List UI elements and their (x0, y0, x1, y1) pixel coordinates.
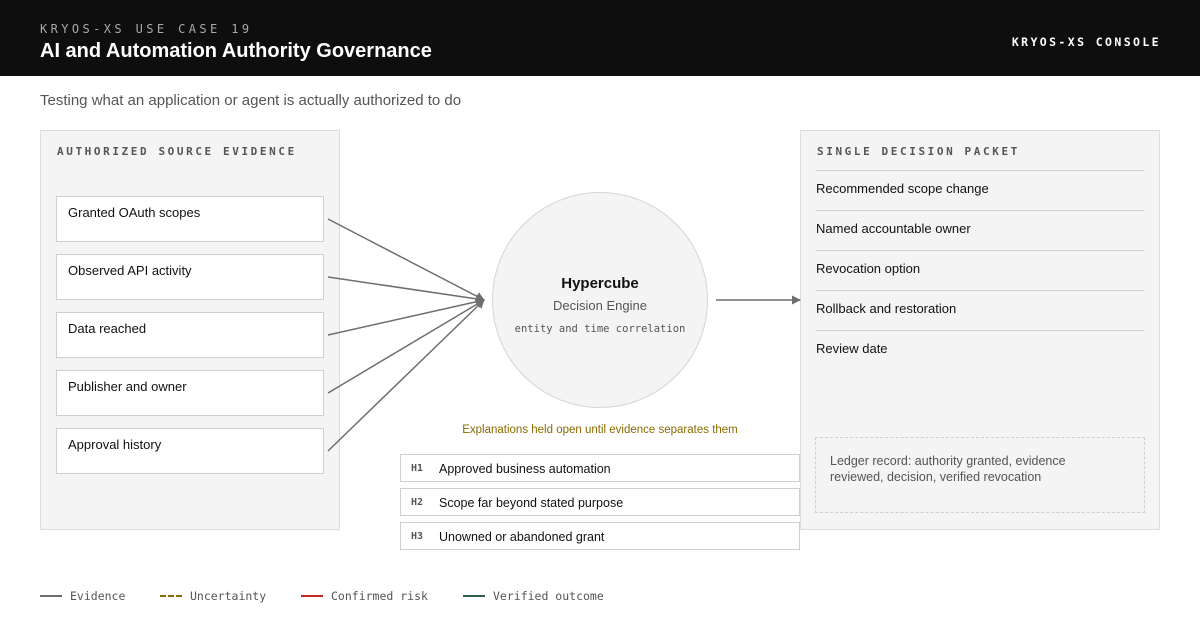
packet-item-revocation-option: Revocation option (816, 250, 1144, 290)
hypothesis-text: Approved business automation (439, 462, 611, 476)
packet-item-scope-change: Recommended scope change (816, 170, 1144, 210)
legend-label-uncertainty: Uncertainty (190, 589, 267, 603)
hypothesis-id: H3 (411, 531, 424, 542)
page-title: AI and Automation Authority Governance (40, 40, 432, 62)
packet-item-review-date: Review date (816, 330, 1144, 370)
engine-subtitle: Decision Engine (553, 298, 647, 313)
hypothesis-text: Scope far beyond stated purpose (439, 496, 624, 510)
hypothesis-row (400, 454, 800, 482)
use-case-eyebrow: KRYOS-XS USE CASE 19 (40, 22, 253, 36)
legend-swatch-evidence (40, 595, 62, 597)
ledger-record-text: Ledger record: authority granted, evidence reviewed, decision, verified revocation (830, 454, 1066, 484)
hypothesis-row (400, 488, 800, 516)
hypothesis-text: Unowned or abandoned grant (439, 530, 605, 544)
legend-swatch-uncertainty (160, 595, 182, 597)
packet-item-accountable-owner: Named accountable owner (816, 210, 1144, 250)
legend-label-verified-outcome: Verified outcome (493, 589, 604, 603)
legend-swatch-verified-outcome (463, 595, 485, 597)
hypothesis-row (400, 522, 800, 550)
legend-swatch-confirmed-risk (301, 595, 323, 597)
hypothesis-id: H1 (411, 463, 424, 474)
evidence-arrow-data-reached (328, 300, 484, 335)
decision-engine-node (492, 192, 708, 408)
decision-packet-heading: SINGLE DECISION PACKET (817, 145, 1020, 158)
evidence-arrow-publisher-owner (328, 300, 484, 393)
engine-caption: entity and time correlation (514, 323, 686, 335)
console-label: KRYOS-XS CONSOLE (1011, 35, 1161, 49)
legend-label-evidence: Evidence (70, 589, 126, 603)
evidence-item-approval-history: Approval history (56, 428, 324, 474)
evidence-item-publisher-owner: Publisher and owner (56, 370, 324, 416)
legend-label-confirmed-risk: Confirmed risk (331, 589, 428, 603)
page-subtitle: Testing what an application or agent is actually authorized to do (40, 92, 462, 109)
source-evidence-heading: AUTHORIZED SOURCE EVIDENCE (57, 145, 297, 158)
evidence-item-data-reached: Data reached (56, 312, 324, 358)
hypothesis-id: H2 (411, 497, 424, 508)
hypotheses-note: Explanations held open until evidence separates them (462, 424, 738, 436)
packet-item-rollback: Rollback and restoration (816, 290, 1144, 330)
evidence-item-api-activity: Observed API activity (56, 254, 324, 300)
evidence-item-oauth-scopes: Granted OAuth scopes (56, 196, 324, 242)
engine-name: Hypercube (561, 275, 639, 292)
